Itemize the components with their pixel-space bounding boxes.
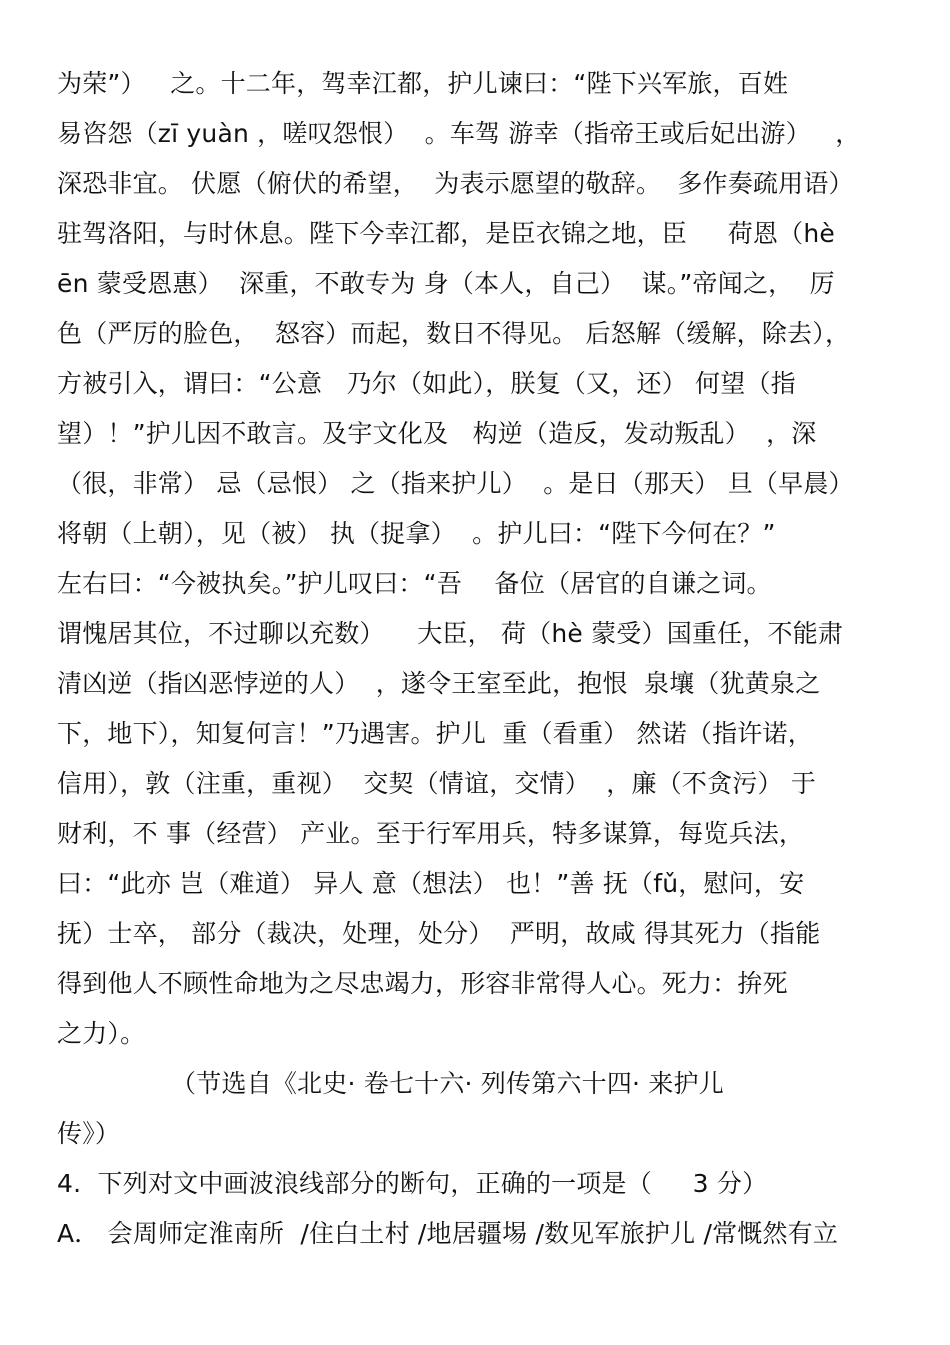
text-line: 易咨怨（zī yuàn ，嗟叹怨恨） 。车驾 游幸（指帝王或后妃出游） ， bbox=[57, 119, 861, 148]
source-citation-end: 传》） bbox=[57, 1119, 121, 1148]
text-line: 下，地下），知复何言！”乃遇害。护儿 重（看重） 然诺（指许诺， bbox=[57, 719, 813, 748]
text-line: 深恐非宜。 伏愿（俯伏的希望， 为表示愿望的敬辞。 多作奏疏用语） bbox=[57, 169, 854, 198]
text-line: 谓愧居其位，不过聊以充数） 大臣， 荷（hè 蒙受）国重任，不能肃 bbox=[57, 619, 844, 648]
text-line: 信用），敦（注重，重视） 交契（情谊，交情） ，廉（不贪污） 于 bbox=[57, 769, 817, 798]
text-line: 为荣”） 之。十二年，驾幸江都，护儿谏曰：“陛下兴军旅，百姓 bbox=[57, 69, 789, 98]
option-a: A． 会周师定淮南所 /住白土村 /地居疆埸 /数见军旅护儿 /常慨然有立 bbox=[57, 1219, 839, 1248]
text-line: 驻驾洛阳，与时休息。陛下今幸江都，是臣衣锦之地，臣 荷恩（hè bbox=[57, 219, 835, 248]
text-line: 财利，不 事（经营） 产业。至于行军用兵，特多谋算，每览兵法， bbox=[57, 819, 805, 848]
text-line: 曰：“此亦 岂（难道） 异人 意（想法） 也！”善 抚（fǔ，慰问，安 bbox=[57, 869, 805, 898]
text-line: 抚）士卒， 部分（裁决，处理，处分） 严明，故咸 得其死力（指能 bbox=[57, 919, 821, 948]
source-citation: （节选自《北史· 卷七十六· 列传第六十四· 来护儿 bbox=[57, 1069, 724, 1098]
text-line: 左右曰：“今被执矣。”护儿叹曰：“吾 备位（居官的自谦之词。 bbox=[57, 569, 772, 598]
text-line: 色（严厉的脸色， 怒容）而起，数日不得见。 后怒解（缓解，除去）， bbox=[57, 319, 851, 348]
question-4: 4. 下列对文中画波浪线部分的断句，正确的一项是（ 3 分） bbox=[57, 1169, 768, 1198]
text-line: 将朝（上朝），见（被） 执（捉拿） 。护儿曰：“陛下今何在？” bbox=[57, 519, 776, 548]
text-line: （很，非常） 忌（忌恨） 之（指来护儿） 。是日（那天） 旦（早晨） bbox=[57, 469, 854, 498]
text-line: 清凶逆（指凶恶悖逆的人） ，遂令王室至此，抱恨 泉壤（犹黄泉之 bbox=[57, 669, 821, 698]
text-line: 得到他人不顾性命地为之尽忠竭力，形容非常得人心。死力：拚死 bbox=[57, 969, 788, 998]
text-line: 望）！”护儿因不敢言。及宇文化及 构逆（造反，发动叛乱） ，深 bbox=[57, 419, 817, 448]
text-line: 之力）。 bbox=[57, 1019, 146, 1048]
text-line: 方被引入，谓曰：“公意 乃尔（如此），朕复（又，还） 何望（指 bbox=[57, 369, 796, 398]
text-line: ēn 蒙受恩惠） 深重，不敢专为 身（本人，自己） 谋。”帝闻之， 厉 bbox=[57, 269, 835, 298]
